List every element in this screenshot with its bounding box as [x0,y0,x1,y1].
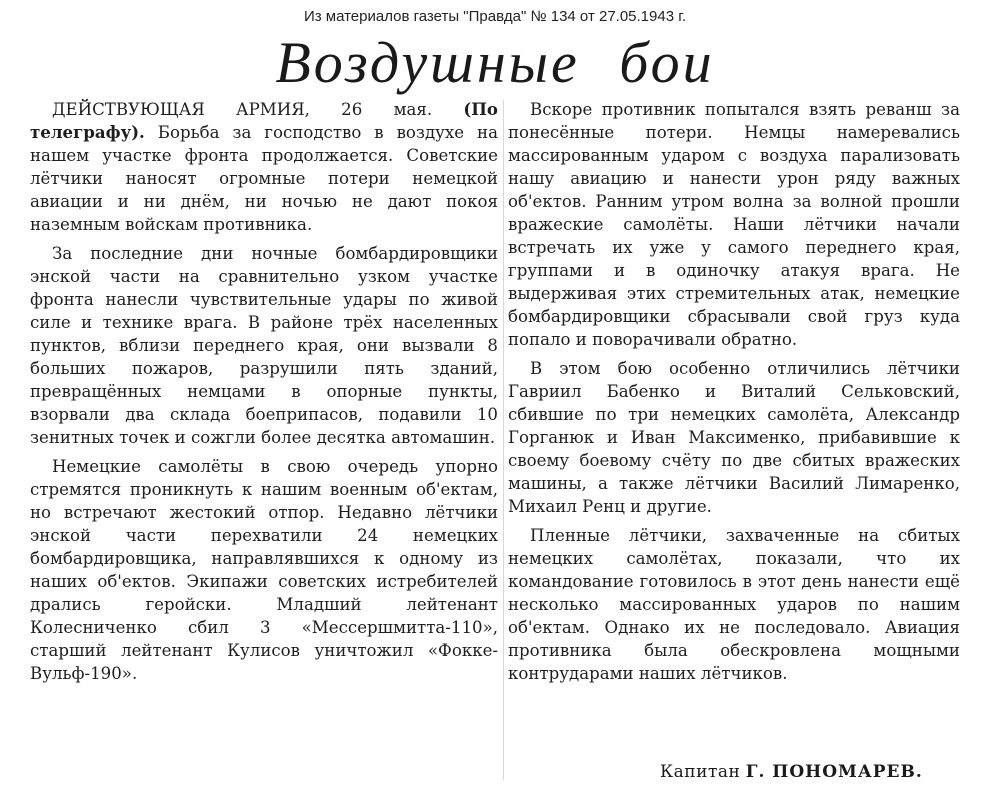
article-paragraph-4: Вскоре противник попытался взять реванш за понесённые потери. Немцы намеревались массированным ударом с воздуха парализовать нашу авиацию и нанести урон ряду важных об'ектов. Ранним утром волна за волной прошли вражеские самолёты. Наши лётчики начали встречать их уже у самого переднего края, группами и в одиночку атакуя врага. Не выдерживая этих стремительных атак, немецкие бомбардировщики сбрасывали свой груз куда попало и поворачивали обратно. [508,100,960,349]
article-paragraph-6: Пленные лётчики, захваченные на сбитых немецких самолётах, показали, что их командование готовилось в этот день нанести ещё несколько массированных ударов по нашим об'ектам. Однако их не последовало. Авиация противника была обескровлена мощными контрударами наших лётчиков. [508,526,960,683]
article-column-left [30,98,498,685]
article-column-right [508,98,960,685]
article-paragraph-5: В этом бою особенно отличились лётчики Гавриил Бабенко и Виталий Сельковский, сбившие по три немецких самолёта, Александр Горганюк и Иван Максименко, прибавившие к своему боевому счёту по две сбитых вражеских машины, а также лётчики Василий Лимаренко, Михаил Ренц и другие. [508,359,960,516]
source-caption: Из материалов газеты "Правда" № 134 от 27.05.1943 г. [303,8,687,25]
paragraph-1-text: Борьба за господство в воздухе на нашем участке фронта продолжается. Советские лётчики наносят огромные потери немецкой авиации и ни днём, ни ночью не дают покоя наземным войскам противника. [30,123,498,234]
by-telegraph: (По телеграфу). [30,99,498,142]
column-divider [503,100,504,780]
author-signature [660,761,923,783]
article-paragraph-1 [30,98,498,236]
article-headline: Воздушные бои [275,30,715,95]
article-paragraph-2: За последние дни ночные бомбардировщики энской части на сравнительно узком участке фронта нанесли чувствительные удары по живой силе и технике врага. В районе трёх населенных пунктов, вблизи переднего края, они вызвали 8 больших пожаров, разрушили пять зданий, превращённых немцами в опорные пункты, взорвали два склада боеприпасов, подавили 10 зенитных точек и сожгли более десятка автомашин. [30,244,498,447]
author-rank: Капитан [660,762,741,782]
article-paragraph-3: Немецкие самолёты в свою очередь упорно стремятся проникнуть к нашим военным об'ектам, но встречают жестокий отпор. Недавно лётчики энской части перехватили 24 немецких бомбардировщика, направлявшихся к одному из наших об'ектов. Экипажи советских истребителей дрались геройски. Младший лейтенант Колесниченко сбил 3 «Мессершмитта-110», старший лейтенант Кулисов уничтожил «Фокке-Вульф-190». [30,457,498,683]
author-name: Г. ПОНОМАРЕВ. [745,762,923,782]
dateline: ДЕЙСТВУЮЩАЯ АРМИЯ, 26 мая. [52,100,433,119]
